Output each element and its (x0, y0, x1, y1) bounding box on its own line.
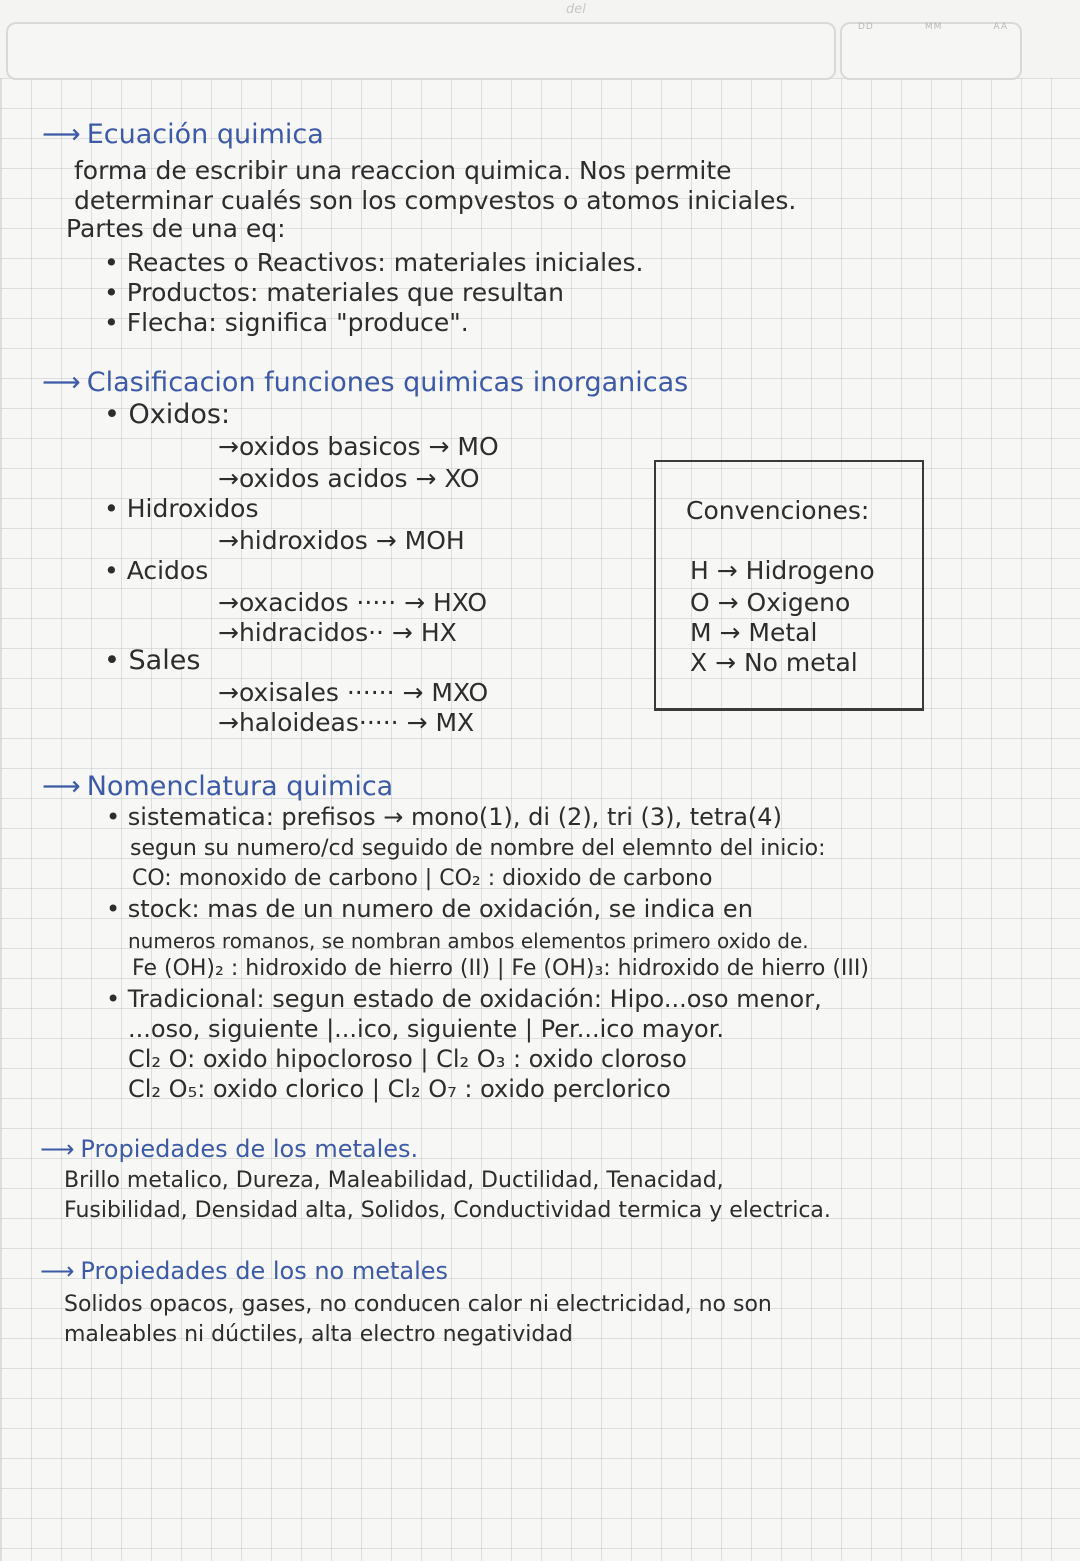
text-line: Cl₂ O: oxido hipocloroso | Cl₂ O₃ : oxido cloroso (128, 1045, 687, 1073)
faint-mark: del (566, 2, 586, 17)
bullet-item: • Flecha: significa "produce". (104, 308, 469, 337)
date-month-label: MM (924, 22, 943, 32)
sub-item: →oxacidos ····· → HXO (218, 588, 487, 617)
text-line: determinar cualés son los compvestos o atomos iniciales. (74, 186, 797, 215)
date-day-label: DD (858, 22, 874, 32)
date-year-label: AA (993, 22, 1008, 32)
convencion-item: M → Metal (690, 618, 818, 647)
arrow-right-icon: ⟶ (42, 771, 81, 802)
category-sales: • Sales (104, 645, 201, 676)
text-line: • Tradicional: segun estado de oxidación: Hipo...oso menor, (106, 985, 822, 1013)
convencion-item: H → Hidrogeno (690, 556, 875, 585)
text-line: numeros romanos, se nombran ambos elementos primero oxido de. (128, 929, 809, 953)
sub-item: →oxidos acidos → XO (218, 464, 480, 493)
convenciones-title: Convenciones: (686, 496, 870, 525)
text-line: forma de escribir una reaccion quimica. Nos permite (74, 156, 732, 185)
text-line: Partes de una eq: (66, 214, 286, 243)
arrow-right-icon: ⟶ (40, 1257, 75, 1285)
sub-item: →hidroxidos → MOH (218, 526, 465, 555)
sub-item: →haloideas····· → MX (218, 708, 475, 737)
sub-item: →oxidos basicos → MO (218, 432, 499, 461)
category-acidos: • Acidos (104, 556, 209, 585)
convencion-item: O → Oxigeno (690, 588, 851, 617)
arrow-right-icon: ⟶ (42, 119, 81, 150)
arrow-right-icon: ⟶ (40, 1135, 75, 1163)
header-box (6, 22, 836, 80)
text-line: Fusibilidad, Densidad alta, Solidos, Conductividad termica y electrica. (64, 1198, 831, 1223)
section-title-metales: ⟶ Propiedades de los metales. (40, 1135, 419, 1163)
category-hidroxidos: • Hidroxidos (104, 494, 259, 523)
arrow-right-icon: ⟶ (42, 367, 81, 398)
sub-item: →hidracidos·· → HX (218, 618, 457, 647)
convencion-item: X → No metal (690, 648, 858, 677)
sub-item: →oxisales ······ → MXO (218, 678, 489, 707)
category-oxidos: • Oxidos: (104, 399, 231, 430)
text-line: • sistematica: prefisos → mono(1), di (2), tri (3), tetra(4) (106, 803, 782, 831)
text-line: Solidos opacos, gases, no conducen calor ni electricidad, no son (64, 1292, 772, 1317)
text-line: maleables ni dúctiles, alta electro negatividad (64, 1322, 573, 1347)
bullet-item: • Productos: materiales que resultan (104, 278, 564, 307)
text-line: segun su numero/cd seguido de nombre del elemnto del inicio: (130, 836, 826, 861)
section-title-clasificacion: ⟶ Clasificacion funciones quimicas inorganicas (42, 367, 689, 398)
text-line: CO: monoxido de carbono | CO₂ : dioxido de carbono (132, 866, 713, 891)
text-line: • stock: mas de un numero de oxidación, se indica en (106, 895, 753, 923)
text-line: ...oso, siguiente |...ico, siguiente | Per...ico mayor. (128, 1015, 725, 1043)
text-line: Fe (OH)₂ : hidroxido de hierro (II) | Fe (OH)₃: hidroxido de hierro (III) (132, 956, 869, 981)
text-line: Cl₂ O₅: oxido clorico | Cl₂ O₇ : oxido perclorico (128, 1075, 671, 1103)
section-title-nomenclatura: ⟶ Nomenclatura quimica (42, 771, 394, 802)
text-line: Brillo metalico, Dureza, Maleabilidad, Ductilidad, Tenacidad, (64, 1168, 724, 1193)
date-labels (858, 22, 1008, 32)
bullet-item: • Reactes o Reactivos: materiales iniciales. (104, 248, 644, 277)
section-title-no-metales: ⟶ Propiedades de los no metales (40, 1257, 449, 1285)
section-title-ecuacion: ⟶ Ecuación quimica (42, 119, 324, 150)
